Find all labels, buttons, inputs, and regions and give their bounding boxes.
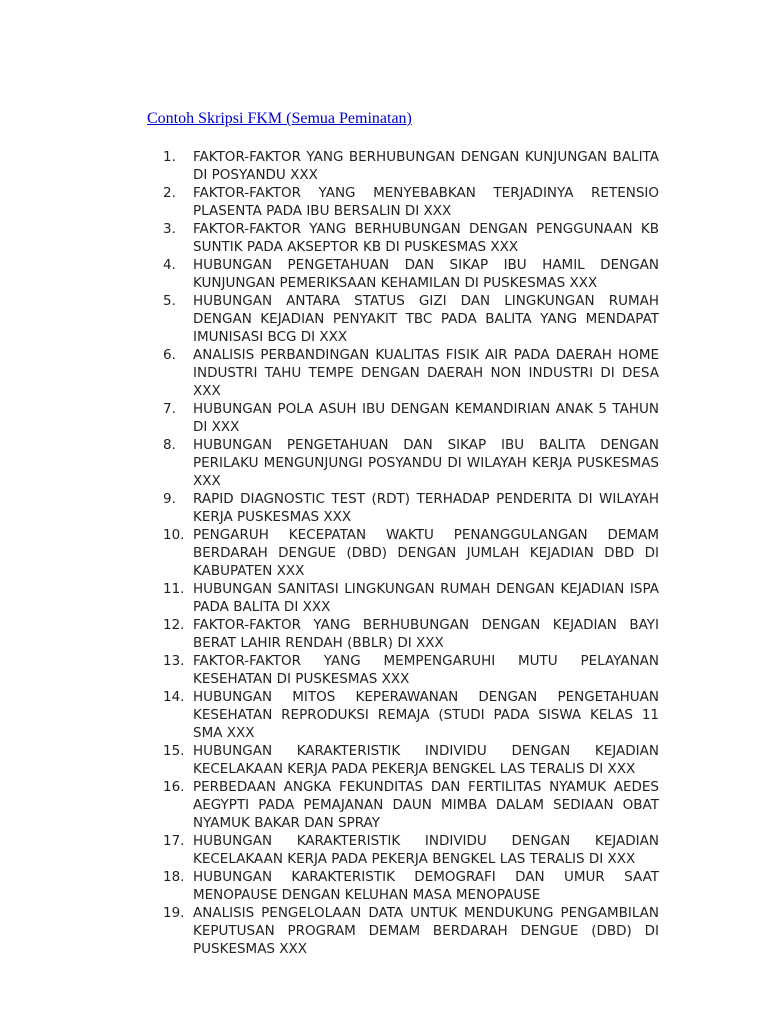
list-item-number: 16. — [163, 779, 185, 795]
list-item-text: ANALISIS PENGELOLAAN DATA UNTUK MENDUKUNG PENGAMBILAN KEPUTUSAN PROGRAM DEMAM BERDARAH DENGUE (DBD) DI PUSKESMAS XXX — [193, 905, 659, 957]
list-item-text: HUBUNGAN KARAKTERISTIK INDIVIDU DENGAN KEJADIAN KECELAKAAN KERJA PADA PEKERJA BENGKEL LAS TERALIS DI XXX — [193, 833, 659, 867]
list-item-text: HUBUNGAN ANTARA STATUS GIZI DAN LINGKUNGAN RUMAH DENGAN KEJADIAN PENYAKIT TBC PADA BALITA YANG MENDAPAT IMUNISASI BCG DI XXX — [193, 293, 659, 345]
list-item-text: FAKTOR-FAKTOR YANG MEMPENGARUHI MUTU PELAYANAN KESEHATAN DI PUSKESMAS XXX — [193, 653, 659, 687]
list-item — [163, 292, 659, 346]
list-item-number: 1. — [163, 149, 176, 165]
list-item — [163, 616, 659, 652]
list-item-text: HUBUNGAN SANITASI LINGKUNGAN RUMAH DENGAN KEJADIAN ISPA PADA BALITA DI XXX — [193, 581, 659, 615]
list-item — [163, 742, 659, 778]
list-item-number: 7. — [163, 401, 176, 417]
list-item-text: HUBUNGAN PENGETAHUAN DAN SIKAP IBU BALITA DENGAN PERILAKU MENGUNJUNGI POSYANDU DI WILAYAH KERJA PUSKESMAS XXX — [193, 437, 659, 489]
list-item-text: ANALISIS PERBANDINGAN KUALITAS FISIK AIR PADA DAERAH HOME INDUSTRI TAHU TEMPE DENGAN DAERAH NON INDUSTRI DI DESA XXX — [193, 347, 659, 399]
list-item — [163, 436, 659, 490]
list-item-text: HUBUNGAN MITOS KEPERAWANAN DENGAN PENGETAHUAN KESEHATAN REPRODUKSI REMAJA (STUDI PADA SISWA KELAS 11 SMA XXX — [193, 689, 659, 741]
list-item — [163, 526, 659, 580]
list-item-number: 2. — [163, 185, 176, 201]
list-item-text: HUBUNGAN KARAKTERISTIK DEMOGRAFI DAN UMUR SAAT MENOPAUSE DENGAN KELUHAN MASA MENOPAUSE — [193, 869, 659, 903]
list-item-number: 14. — [163, 689, 185, 705]
list-item — [163, 400, 659, 436]
list-item — [163, 148, 659, 184]
list-item-number: 6. — [163, 347, 176, 363]
list-item-number: 12. — [163, 617, 185, 633]
list-item-number: 15. — [163, 743, 185, 759]
list-item-number: 3. — [163, 221, 176, 237]
list-item-text: FAKTOR-FAKTOR YANG MENYEBABKAN TERJADINYA RETENSIO PLASENTA PADA IBU BERSALIN DI XXX — [193, 185, 659, 219]
list-item — [163, 256, 659, 292]
list-item — [163, 778, 659, 832]
list-item-number: 11. — [163, 581, 185, 597]
list-item — [163, 490, 659, 526]
document-title-link[interactable]: Contoh Skripsi FKM (Semua Peminatan) — [147, 110, 412, 127]
list-item-number: 18. — [163, 869, 185, 885]
list-item — [163, 832, 659, 868]
list-item-number: 17. — [163, 833, 185, 849]
list-item-text: HUBUNGAN PENGETAHUAN DAN SIKAP IBU HAMIL DENGAN KUNJUNGAN PEMERIKSAAN KEHAMILAN DI PUSKESMAS XXX — [193, 257, 659, 291]
list-item-number: 8. — [163, 437, 176, 453]
list-item — [163, 580, 659, 616]
list-item — [163, 868, 659, 904]
list-item-text: PENGARUH KECEPATAN WAKTU PENANGGULANGAN DEMAM BERDARAH DENGUE (DBD) DENGAN JUMLAH KEJADIAN DBD DI KABUPATEN XXX — [193, 527, 659, 579]
list-item-text: HUBUNGAN KARAKTERISTIK INDIVIDU DENGAN KEJADIAN KECELAKAAN KERJA PADA PEKERJA BENGKEL LAS TERALIS DI XXX — [193, 743, 659, 777]
list-item — [163, 346, 659, 400]
list-item-text: FAKTOR-FAKTOR YANG BERHUBUNGAN DENGAN KUNJUNGAN BALITA DI POSYANDU XXX — [193, 149, 659, 183]
list-item — [163, 904, 659, 958]
list-item-number: 5. — [163, 293, 176, 309]
list-item-text: HUBUNGAN POLA ASUH IBU DENGAN KEMANDIRIAN ANAK 5 TAHUN DI XXX — [193, 401, 659, 435]
list-item — [163, 184, 659, 220]
list-item-number: 19. — [163, 905, 185, 921]
thesis-list — [163, 148, 659, 958]
list-item-text: PERBEDAAN ANGKA FEKUNDITAS DAN FERTILITAS NYAMUK AEDES AEGYPTI PADA PEMAJANAN DAUN MIMBA DALAM SEDIAAN OBAT NYAMUK BAKAR DAN SPRAY — [193, 779, 659, 831]
list-item-number: 10. — [163, 527, 185, 543]
list-item — [163, 688, 659, 742]
list-item-number: 9. — [163, 491, 176, 507]
list-item-text: FAKTOR-FAKTOR YANG BERHUBUNGAN DENGAN PENGGUNAAN KB SUNTIK PADA AKSEPTOR KB DI PUSKESMAS XXX — [193, 221, 659, 255]
list-item-number: 4. — [163, 257, 176, 273]
list-item — [163, 652, 659, 688]
list-item-number: 13. — [163, 653, 185, 669]
list-item-text: FAKTOR-FAKTOR YANG BERHUBUNGAN DENGAN KEJADIAN BAYI BERAT LAHIR RENDAH (BBLR) DI XXX — [193, 617, 659, 651]
list-item — [163, 220, 659, 256]
list-item-text: RAPID DIAGNOSTIC TEST (RDT) TERHADAP PENDERITA DI WILAYAH KERJA PUSKESMAS XXX — [193, 491, 659, 525]
